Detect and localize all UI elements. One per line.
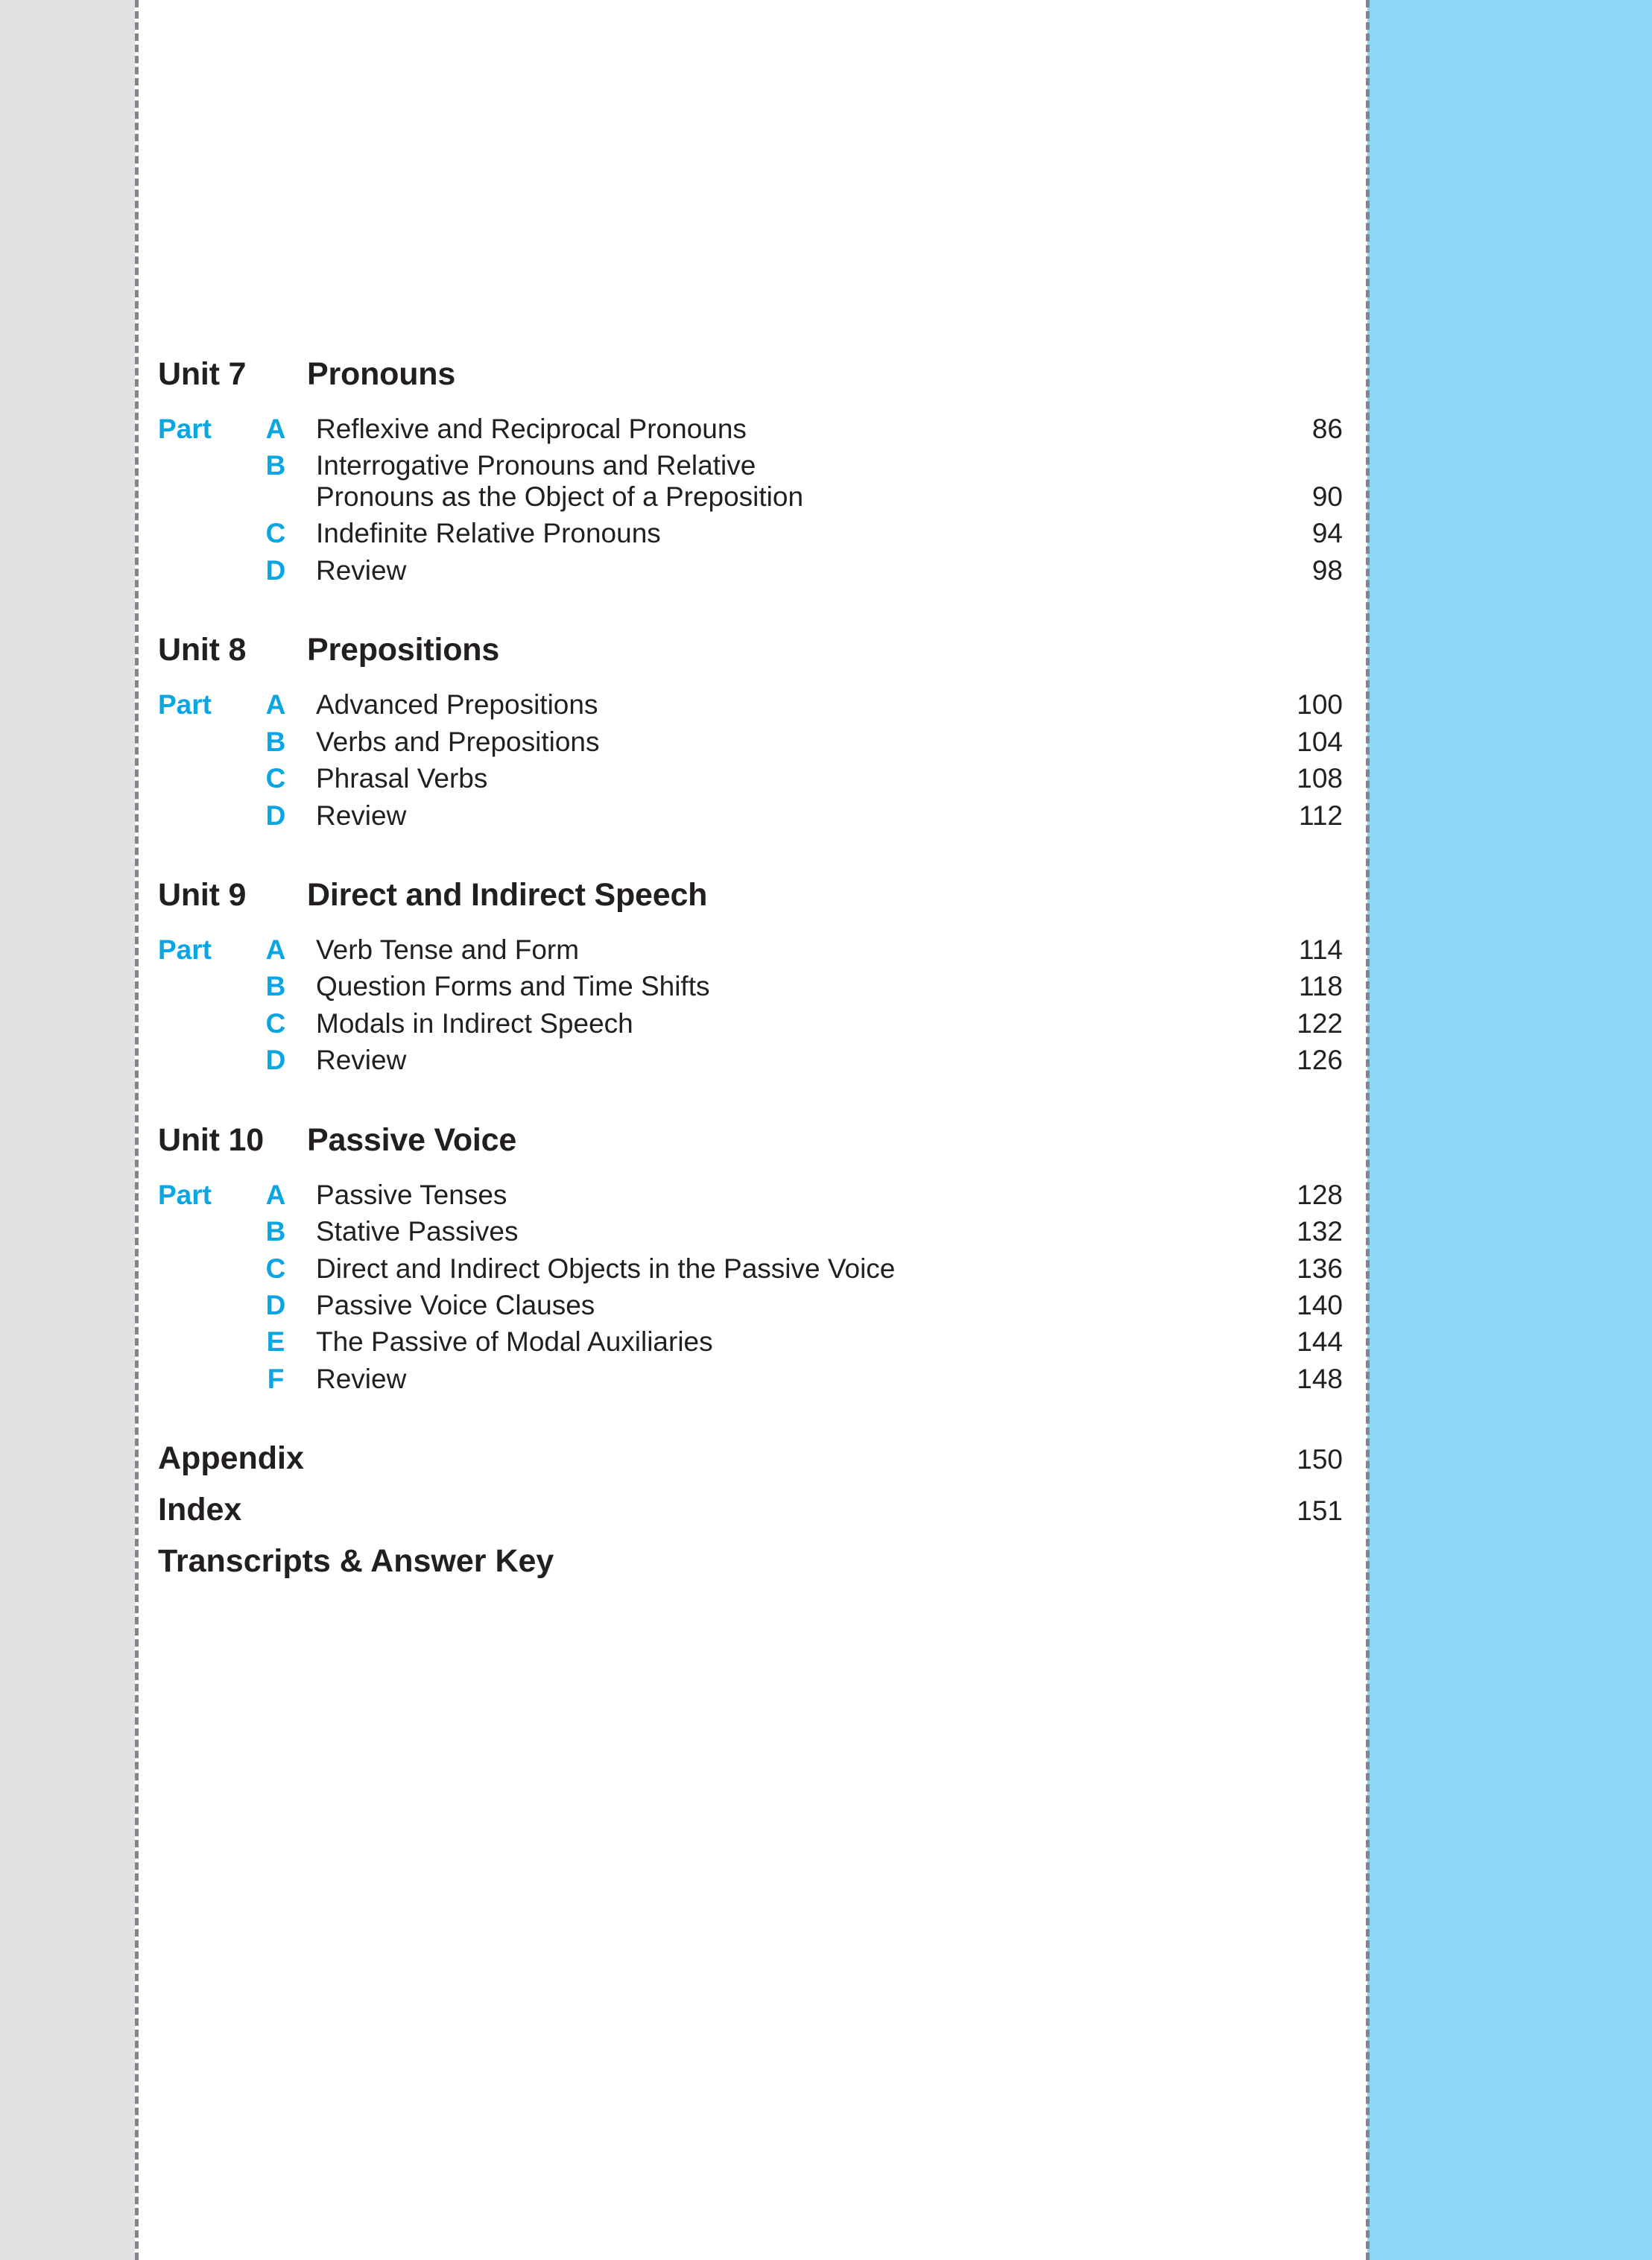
toc-part-row[interactable] [158, 794, 1343, 831]
toc-part-row[interactable] [158, 965, 1343, 1001]
back-matter-page-number: 150 [1297, 1444, 1343, 1475]
part-page-number: 128 [1297, 1179, 1343, 1210]
part-letter: D [265, 554, 286, 586]
unit-title: Direct and Indirect Speech [307, 876, 708, 913]
part-page-number: 108 [1297, 763, 1343, 794]
part-page-number: 86 [1311, 414, 1343, 444]
toc-part-row[interactable] [158, 1002, 1343, 1039]
part-page-number: 112 [1299, 800, 1343, 831]
toc-part-row[interactable] [158, 1284, 1343, 1320]
unit-number-label: Unit 9 [158, 876, 247, 913]
toc-part-row[interactable] [158, 1039, 1343, 1075]
unit-heading [158, 877, 1343, 914]
part-title-line: Passive Voice Clauses [316, 1290, 595, 1320]
part-letter: E [266, 1326, 285, 1358]
toc-part-row[interactable] [158, 1358, 1343, 1394]
part-title-line: Reflexive and Reciprocal Pronouns [316, 414, 747, 444]
toc-part-row[interactable] [158, 683, 1343, 720]
back-matter-row[interactable] [158, 1440, 1343, 1477]
part-title-line: Verb Tense and Form [316, 934, 580, 965]
part-letter: B [265, 726, 286, 757]
part-letter: F [267, 1363, 285, 1394]
part-page-number: 94 [1311, 518, 1343, 549]
part-title [300, 689, 1209, 720]
part-page-number: 148 [1297, 1363, 1343, 1394]
part-page-number: 100 [1297, 689, 1343, 721]
toc-part-row[interactable] [158, 1247, 1343, 1284]
part-page-number: 132 [1297, 1216, 1343, 1247]
part-word-label: Part [158, 414, 212, 444]
part-title [300, 1008, 1209, 1039]
part-page-number: 126 [1297, 1045, 1343, 1076]
back-matter [158, 1440, 1343, 1580]
back-matter-title: Appendix [158, 1440, 304, 1477]
part-title [300, 1290, 1209, 1320]
toc-part-row[interactable] [158, 928, 1343, 965]
part-title [300, 1326, 1209, 1357]
unit-heading [158, 632, 1343, 668]
part-word-label: Part [158, 1179, 212, 1210]
unit-block [158, 877, 1343, 1076]
part-letter: B [265, 1216, 286, 1247]
part-letter: D [265, 1045, 286, 1076]
part-word-label: Part [158, 689, 212, 721]
part-title [300, 1253, 1209, 1284]
part-page-number: 136 [1297, 1253, 1343, 1284]
part-title-line: Modals in Indirect Speech [316, 1007, 633, 1039]
part-title [300, 518, 1209, 548]
back-matter-row[interactable] [158, 1543, 1343, 1580]
part-title [300, 1045, 1209, 1075]
toc-part-row[interactable] [158, 408, 1343, 444]
part-title [300, 763, 1209, 794]
part-title [300, 414, 1209, 444]
unit-heading [158, 356, 1343, 393]
unit-number-label: Unit 7 [158, 356, 247, 392]
part-title-line: Review [316, 800, 407, 831]
part-title [300, 555, 1209, 586]
part-letter: A [265, 689, 286, 721]
part-page-number: 122 [1297, 1007, 1343, 1039]
part-title [300, 800, 1209, 831]
part-page-number: 114 [1299, 934, 1343, 965]
toc-part-row[interactable] [158, 757, 1343, 794]
part-page-number: 98 [1311, 554, 1343, 586]
part-title [300, 1180, 1209, 1210]
part-letter: A [265, 934, 286, 965]
toc-part-row[interactable] [158, 549, 1343, 586]
right-dashed-trim-line [1366, 0, 1370, 2260]
part-page-number: 104 [1297, 726, 1343, 757]
part-page-number: 90 [1311, 481, 1343, 512]
unit-block [158, 356, 1343, 586]
toc-part-row[interactable] [158, 721, 1343, 757]
part-title [300, 971, 1209, 1001]
part-title-line: Passive Tenses [316, 1179, 507, 1210]
back-matter-row[interactable] [158, 1492, 1343, 1528]
part-title-line: Indefinite Relative Pronouns [316, 518, 661, 549]
part-letter: A [265, 414, 286, 444]
back-matter-page-number: 151 [1297, 1495, 1343, 1527]
toc-part-row[interactable] [158, 1174, 1343, 1210]
part-letter: D [265, 800, 286, 831]
part-letter: B [265, 450, 286, 481]
part-title-line: Review [316, 554, 407, 586]
unit-block [158, 632, 1343, 831]
part-letter: B [265, 971, 286, 1002]
unit-heading [158, 1122, 1343, 1159]
part-title [300, 1216, 1209, 1247]
part-letter: D [265, 1290, 286, 1320]
part-word-label: Part [158, 934, 212, 965]
part-title [300, 1364, 1209, 1394]
part-letter: C [265, 1007, 286, 1039]
part-title [300, 934, 1209, 965]
part-letter: C [265, 1253, 286, 1284]
part-page-number: 144 [1297, 1326, 1343, 1358]
part-title [300, 727, 1209, 757]
part-title-line: Review [316, 1363, 407, 1394]
toc-part-row[interactable] [158, 444, 1343, 512]
part-title-line: Phrasal Verbs [316, 763, 488, 794]
part-title-line: Question Forms and Time Shifts [316, 971, 710, 1002]
unit-block [158, 1122, 1343, 1395]
part-title-line: Stative Passives [316, 1216, 519, 1247]
part-page-number: 140 [1297, 1290, 1343, 1320]
part-title-line: Review [316, 1045, 407, 1076]
back-matter-title: Transcripts & Answer Key [158, 1543, 554, 1580]
unit-title: Passive Voice [307, 1121, 517, 1158]
part-title-line: Direct and Indirect Objects in the Passive Voice [316, 1253, 896, 1284]
toc-part-row[interactable] [158, 1210, 1343, 1247]
unit-number-label: Unit 10 [158, 1121, 264, 1158]
part-letter: C [265, 763, 286, 794]
part-title [300, 450, 1209, 512]
part-title-line: Interrogative Pronouns and Relative [316, 450, 756, 481]
unit-title: Pronouns [307, 356, 456, 392]
part-title-line: Advanced Prepositions [316, 689, 598, 721]
table-of-contents [158, 356, 1343, 1595]
toc-part-row[interactable] [158, 1320, 1343, 1357]
part-title-line-continued: Pronouns as the Object of a Preposition [316, 481, 804, 512]
page-content [135, 0, 1366, 2260]
toc-part-row[interactable] [158, 512, 1343, 548]
back-matter-title: Index [158, 1492, 242, 1528]
part-title-line: The Passive of Modal Auxiliaries [316, 1326, 713, 1358]
part-page-number: 118 [1299, 971, 1343, 1002]
left-gray-margin [0, 0, 135, 2260]
part-letter: C [265, 518, 286, 549]
right-blue-band [1367, 0, 1652, 2260]
part-letter: A [265, 1179, 286, 1210]
part-title-line: Verbs and Prepositions [316, 726, 600, 757]
unit-number-label: Unit 8 [158, 632, 247, 668]
unit-title: Prepositions [307, 632, 500, 668]
